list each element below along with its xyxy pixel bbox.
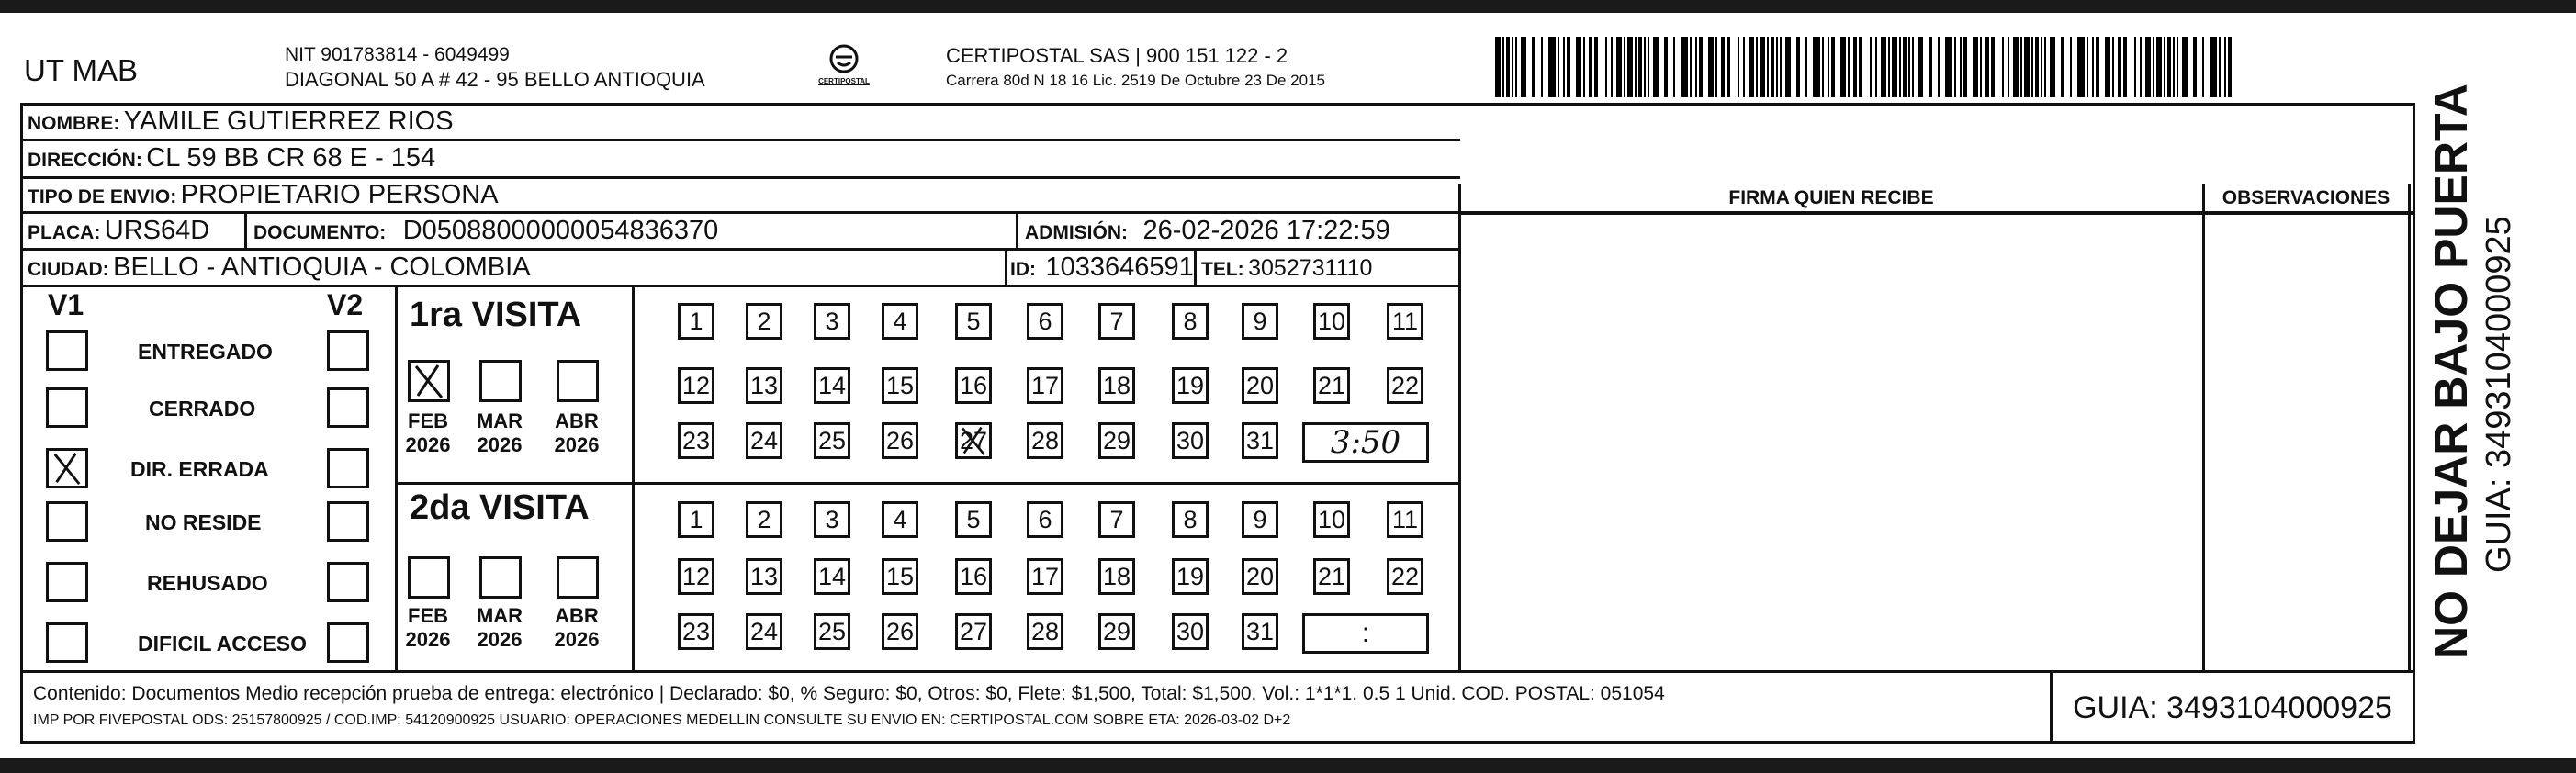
day-box[interactable]: 9 <box>1242 501 1278 538</box>
day-box[interactable]: 7 <box>1098 303 1135 340</box>
receiver-signature-area[interactable] <box>1462 215 2200 668</box>
footer-content-line: Contenido: Documentos Medio recepción prueba de entrega: electrónico | Declarado: $0, % Seguro: $0, Otros: $0, Flete: $1,500, Total: $1,500. Vol.: 1*1*1. 0.5 1 Unid. COD. POSTAL: 051054 <box>33 683 1665 704</box>
shipment-type: PROPIETARIO PERSONA <box>180 180 499 209</box>
certipostal-logo <box>812 40 876 95</box>
address-row <box>28 143 435 174</box>
month-checkbox[interactable] <box>408 556 450 599</box>
company-name: UT MAB <box>24 53 139 87</box>
day-box[interactable]: 28 <box>1027 613 1063 650</box>
day-box[interactable]: 6 <box>1027 501 1063 538</box>
month-checkbox[interactable] <box>557 556 599 599</box>
day-box[interactable]: 12 <box>678 367 714 404</box>
barcode <box>1495 37 2239 97</box>
v1-checkbox[interactable] <box>46 387 88 428</box>
no-dejar-warning: NO DEJAR BAJO PUERTA <box>2425 84 2477 659</box>
day-box[interactable]: 24 <box>746 613 782 650</box>
carrier-license: Carrera 80d N 18 16 Lic. 2519 De Octubre 23 De 2015 <box>946 72 1325 89</box>
day-box[interactable]: 29 <box>1098 613 1135 650</box>
v2-label: V2 <box>327 288 364 321</box>
v1-checkbox[interactable] <box>46 448 88 488</box>
option-label: DIR. ERRADA <box>130 457 269 481</box>
v2-checkbox[interactable] <box>327 501 369 542</box>
plate-label: PLACA: <box>28 222 101 243</box>
day-box[interactable]: 29 <box>1098 422 1135 459</box>
day-box[interactable]: 22 <box>1387 558 1423 595</box>
day-box[interactable]: 1 <box>678 501 714 538</box>
day-box[interactable]: 3 <box>814 303 850 340</box>
v1-label: V1 <box>48 288 84 321</box>
day-box[interactable]: 31 <box>1242 422 1278 459</box>
day-box[interactable]: 10 <box>1313 501 1350 538</box>
month-checkbox[interactable] <box>408 360 450 402</box>
day-box[interactable]: 11 <box>1387 501 1423 538</box>
day-box[interactable]: 5 <box>955 501 992 538</box>
city-value: BELLO - ANTIOQUIA - COLOMBIA <box>113 252 531 282</box>
day-box[interactable]: 30 <box>1172 422 1209 459</box>
id-value: 1033646591 <box>1045 252 1194 282</box>
admission-label: ADMISIÓN: <box>1025 222 1128 243</box>
address-label: DIRECCIÓN: <box>28 150 142 171</box>
name-row <box>28 106 454 137</box>
name-label: NOMBRE: <box>28 113 120 134</box>
day-box[interactable]: 11 <box>1387 303 1423 340</box>
day-box[interactable]: 20 <box>1242 367 1278 404</box>
document-field <box>253 216 718 246</box>
v1-checkbox[interactable] <box>46 562 88 602</box>
day-box[interactable]: 18 <box>1098 558 1135 595</box>
v2-checkbox[interactable] <box>327 330 369 371</box>
month-label: FEB 2026 <box>405 409 451 456</box>
v2-checkbox[interactable] <box>327 622 369 663</box>
month-checkbox[interactable] <box>479 556 522 599</box>
type-row <box>28 180 499 210</box>
receiver-signature-header: FIRMA QUIEN RECIBE <box>1728 187 1934 208</box>
day-box[interactable]: 5 <box>955 303 992 340</box>
month-checkbox[interactable] <box>479 360 522 402</box>
document-label: DOCUMENTO: <box>253 222 387 243</box>
tel-label: TEL: <box>1201 259 1244 280</box>
day-box[interactable]: 8 <box>1172 303 1209 340</box>
day-box[interactable]: 6 <box>1027 303 1063 340</box>
tel-field <box>1201 255 1372 282</box>
admission-value: 26-02-2026 17:22:59 <box>1142 216 1390 245</box>
recipient-address: CL 59 BB CR 68 E - 154 <box>146 143 436 173</box>
option-label: CERRADO <box>149 397 256 420</box>
plate-value: URS64D <box>104 216 210 245</box>
day-box[interactable]: 18 <box>1098 367 1135 404</box>
id-label: ID: <box>1010 259 1036 280</box>
company-nit: NIT 901783814 - 6049499 <box>285 44 510 65</box>
option-label: ENTREGADO <box>138 340 273 364</box>
day-box[interactable]: 26 <box>882 422 918 459</box>
day-box[interactable]: 17 <box>1027 367 1063 404</box>
v2-checkbox[interactable] <box>327 448 369 488</box>
day-box[interactable]: 13 <box>746 558 782 595</box>
tel-value: 3052731110 <box>1248 255 1373 281</box>
month-label: MAR 2026 <box>476 409 523 456</box>
day-box[interactable]: 4 <box>882 303 918 340</box>
first-visit-title: 1ra VISITA <box>410 296 582 334</box>
day-box[interactable]: 1 <box>678 303 714 340</box>
day-box[interactable]: 20 <box>1242 558 1278 595</box>
day-box[interactable]: 16 <box>955 558 992 595</box>
recipient-name: YAMILE GUTIERREZ RIOS <box>123 106 454 136</box>
day-box[interactable]: 21 <box>1313 558 1350 595</box>
day-box[interactable]: 22 <box>1387 367 1423 404</box>
day-box[interactable]: 25 <box>814 613 850 650</box>
city-label: CIUDAD: <box>28 259 109 280</box>
admission-field <box>1025 216 1390 246</box>
observations-header: OBSERVACIONES <box>2222 187 2390 208</box>
carrier-name: CERTIPOSTAL SAS | 900 151 122 - 2 <box>946 44 1288 67</box>
type-label: TIPO DE ENVIO: <box>28 186 177 207</box>
option-label: REHUSADO <box>147 571 268 595</box>
option-label: DIFICIL ACCESO <box>138 632 308 655</box>
v1-checkbox[interactable] <box>46 622 88 663</box>
time-box[interactable]: 3:50 <box>1302 422 1429 463</box>
day-box[interactable]: 4 <box>882 501 918 538</box>
observations-area[interactable] <box>2206 215 2406 668</box>
day-box[interactable]: 24 <box>746 422 782 459</box>
day-box[interactable]: 15 <box>882 367 918 404</box>
id-field <box>1010 252 1194 283</box>
city-field <box>28 252 531 283</box>
bottom-border <box>0 758 2576 773</box>
option-label: NO RESIDE <box>145 510 262 534</box>
day-box[interactable]: 23 <box>678 422 714 459</box>
day-box[interactable]: 28 <box>1027 422 1063 459</box>
day-box[interactable]: 23 <box>678 613 714 650</box>
day-box[interactable]: 15 <box>882 558 918 595</box>
day-box[interactable]: 3 <box>814 501 850 538</box>
day-box[interactable]: 2 <box>746 501 782 538</box>
second-visit-title: 2da VISITA <box>410 488 590 527</box>
side-guia: GUIA: 3493104000925 <box>2480 216 2518 573</box>
month-label: ABR 2026 <box>554 604 600 651</box>
v2-checkbox[interactable] <box>327 562 369 602</box>
day-box[interactable]: 9 <box>1242 303 1278 340</box>
day-box[interactable]: 19 <box>1172 367 1209 404</box>
logo-text: CERTIPOSTAL <box>818 77 870 85</box>
top-border <box>0 0 2576 13</box>
day-box[interactable]: 17 <box>1027 558 1063 595</box>
plate-field <box>28 216 209 246</box>
day-box[interactable]: 27 <box>955 613 992 650</box>
day-box[interactable]: 31 <box>1242 613 1278 650</box>
day-box[interactable]: 27 <box>955 422 992 459</box>
day-box[interactable]: 25 <box>814 422 850 459</box>
footer-guia: GUIA: 3493104000925 <box>2073 690 2392 725</box>
time-box[interactable]: : <box>1302 613 1429 654</box>
day-box[interactable]: 14 <box>814 558 850 595</box>
day-box[interactable]: 8 <box>1172 501 1209 538</box>
v1-checkbox[interactable] <box>46 501 88 542</box>
month-label: FEB 2026 <box>405 604 451 651</box>
day-box[interactable]: 21 <box>1313 367 1350 404</box>
v1-checkbox[interactable] <box>46 330 88 371</box>
day-box[interactable]: 16 <box>955 367 992 404</box>
day-box[interactable]: 10 <box>1313 303 1350 340</box>
month-checkbox[interactable] <box>557 360 599 402</box>
day-box[interactable]: 12 <box>678 558 714 595</box>
footer-print-line: IMP POR FIVEPOSTAL ODS: 25157800925 / COD.IMP: 54120900925 USUARIO: OPERACIONES MEDELLIN CONSULTE SU ENVIO EN: CERTIPOSTAL.COM SOBRE ETA: 2026-03-02 D+2 <box>33 712 1291 728</box>
day-box[interactable]: 30 <box>1172 613 1209 650</box>
month-label: ABR 2026 <box>554 409 600 456</box>
day-box[interactable]: 14 <box>814 367 850 404</box>
day-box[interactable]: 7 <box>1098 501 1135 538</box>
day-box[interactable]: 2 <box>746 303 782 340</box>
month-label: MAR 2026 <box>476 604 523 651</box>
day-box[interactable]: 13 <box>746 367 782 404</box>
v2-checkbox[interactable] <box>327 387 369 428</box>
company-address: DIAGONAL 50 A # 42 - 95 BELLO ANTIOQUIA <box>285 68 705 91</box>
day-box[interactable]: 19 <box>1172 558 1209 595</box>
day-box[interactable]: 26 <box>882 613 918 650</box>
document-value: D05088000000054836370 <box>402 216 719 245</box>
